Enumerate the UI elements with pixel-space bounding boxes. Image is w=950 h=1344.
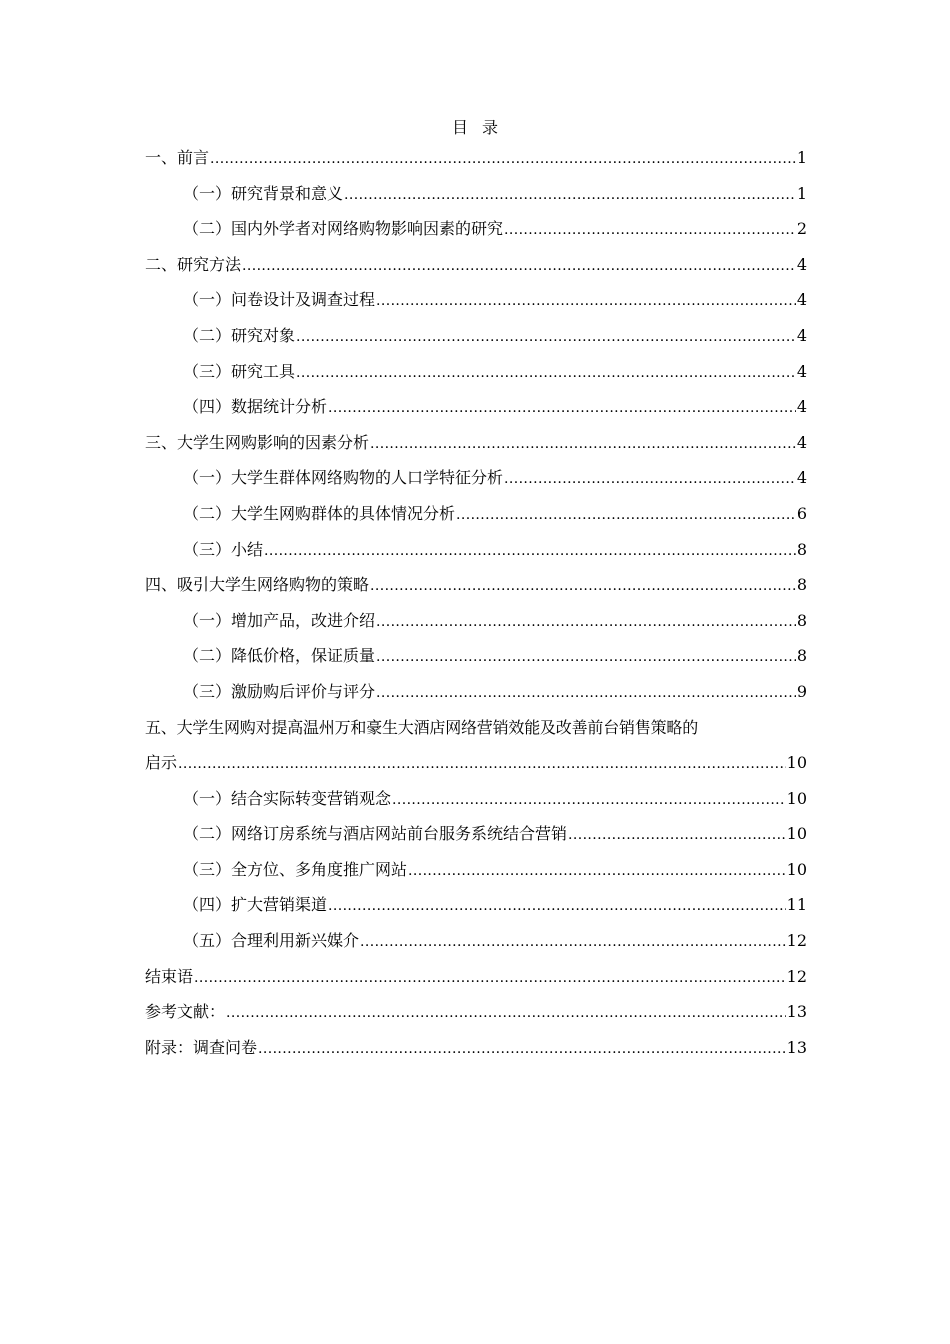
toc-entry-page: 4 <box>796 254 807 274</box>
toc-leader-dots <box>376 284 796 320</box>
toc-entry-page: 2 <box>796 219 807 239</box>
toc-entry-text: 一、前言 <box>145 148 210 167</box>
toc-entry-page: 9 <box>796 681 807 701</box>
toc-entry-text: （一）问卷设计及调查过程 <box>183 290 376 310</box>
toc-entry-2[interactable] <box>145 247 807 283</box>
toc-entry-page: 1 <box>796 148 807 167</box>
toc-entry-5-4[interactable] <box>145 887 807 923</box>
toc-entry-text: （三）小结 <box>183 539 264 559</box>
toc-title-part2: 录 <box>482 118 499 137</box>
toc-title-part1: 目 <box>451 118 468 137</box>
toc-entry-text: 五、大学生网购对提高温州万和豪生大酒店网络营销效能及改善前台销售策略的 <box>145 717 699 737</box>
toc-leader-dots <box>504 462 796 498</box>
toc-entry-page: 10 <box>786 859 807 879</box>
toc-entry-references[interactable] <box>145 994 807 1030</box>
toc-entry-page: 4 <box>796 468 807 488</box>
toc-entry-page: 4 <box>796 361 807 381</box>
toc-entry-2-4[interactable] <box>145 389 807 425</box>
toc-entry-4[interactable] <box>145 567 807 603</box>
toc-entry-3-2[interactable] <box>145 496 807 532</box>
toc-entry-3-1[interactable] <box>145 460 807 496</box>
toc-entry-5-1[interactable] <box>145 781 807 817</box>
toc-entry-3[interactable] <box>145 425 807 461</box>
toc-leader-dots <box>258 1032 786 1068</box>
toc-entry-5-2[interactable] <box>145 816 807 852</box>
toc-entry-page: 6 <box>796 503 807 523</box>
toc-entry-5-line1[interactable] <box>145 710 807 746</box>
toc-entry-2-2[interactable] <box>145 318 807 354</box>
toc-entry-page: 4 <box>796 432 807 452</box>
toc-entry-page: 10 <box>786 824 807 844</box>
toc-entry-page: 10 <box>786 753 807 773</box>
toc-entry-2-1[interactable] <box>145 282 807 318</box>
toc-leader-dots <box>226 996 786 1032</box>
toc-leader-dots <box>296 320 796 356</box>
toc-entry-text: （一）结合实际转变营销观念 <box>183 788 392 808</box>
toc-leader-dots <box>264 534 796 570</box>
toc-entry-page: 8 <box>796 539 807 559</box>
toc-entry-text: （二）降低价格，保证质量 <box>183 646 376 666</box>
toc-entry-1-1[interactable] <box>145 176 807 212</box>
toc-entry-text: （三）激励购后评价与评分 <box>183 681 376 701</box>
toc-entry-page: 4 <box>796 325 807 345</box>
toc-entry-page: 13 <box>786 1002 807 1022</box>
toc-entry-text: 参考文献： <box>145 1002 226 1022</box>
toc-entry-text: （四）扩大营销渠道 <box>183 895 328 915</box>
toc-entry-text: （三）研究工具 <box>183 361 296 381</box>
toc-leader-dots <box>370 427 796 463</box>
toc-leader-dots <box>178 747 786 783</box>
toc-entry-2-3[interactable] <box>145 354 807 390</box>
toc-entry-text: （二）网络订房系统与酒店网站前台服务系统结合营销 <box>183 824 568 844</box>
toc-entry-text: （四）数据统计分析 <box>183 397 328 417</box>
toc-leader-dots <box>376 640 796 676</box>
toc-entry-5-3[interactable] <box>145 852 807 888</box>
toc-entry-1-2[interactable] <box>145 211 807 247</box>
toc-leader-dots <box>376 676 796 712</box>
toc-entry-text: （二）国内外学者对网络购物影响因素的研究 <box>183 219 504 239</box>
toc-entry-4-3[interactable] <box>145 674 807 710</box>
toc-entry-page: 1 <box>796 183 807 203</box>
toc-entry-text: （一）研究背景和意义 <box>183 183 344 203</box>
toc-leader-dots <box>376 605 796 641</box>
toc-entry-1[interactable] <box>145 140 807 176</box>
toc-entry-text: （二）大学生网购群体的具体情况分析 <box>183 503 456 523</box>
toc-entry-text: 三、大学生网购影响的因素分析 <box>145 432 370 452</box>
toc-leader-dots <box>370 569 796 605</box>
toc-leader-dots <box>242 249 796 285</box>
toc-entry-text: （一）增加产品，改进介绍 <box>183 610 376 630</box>
toc-entry-page: 8 <box>796 575 807 595</box>
toc-entry-conclusion[interactable] <box>145 959 807 995</box>
toc-leader-dots <box>504 213 796 249</box>
toc-entry-page: 4 <box>796 397 807 417</box>
toc-entry-text: （三）全方位、多角度推广网站 <box>183 859 408 879</box>
toc-leader-dots <box>408 854 786 890</box>
toc-entry-text: 附录：调查问卷 <box>145 1037 258 1057</box>
toc-leader-dots <box>456 498 796 534</box>
toc-leader-dots <box>296 356 796 392</box>
toc-entry-text: （五）合理利用新兴媒介 <box>183 931 360 951</box>
toc-leader-dots <box>392 783 786 819</box>
toc-entry-page: 12 <box>786 931 807 951</box>
toc-title <box>0 116 950 140</box>
toc-leader-dots <box>344 178 796 214</box>
toc-entry-page: 13 <box>786 1037 807 1057</box>
toc-leader-dots <box>194 961 786 997</box>
toc-entry-text: （二）研究对象 <box>183 325 296 345</box>
table-of-contents <box>145 140 807 1065</box>
toc-leader-dots <box>568 818 786 854</box>
toc-entry-page: 10 <box>786 788 807 808</box>
toc-entry-page: 11 <box>786 895 807 915</box>
toc-leader-dots <box>210 142 796 178</box>
toc-entry-page: 4 <box>796 290 807 310</box>
toc-entry-text: 结束语 <box>145 966 194 986</box>
toc-entry-page: 8 <box>796 610 807 630</box>
toc-entry-text: （一）大学生群体网络购物的人口学特征分析 <box>183 468 504 488</box>
toc-entry-5-line2[interactable] <box>145 745 807 781</box>
toc-entry-text: 四、吸引大学生网络购物的策略 <box>145 575 370 595</box>
toc-leader-dots <box>328 889 786 925</box>
toc-entry-4-1[interactable] <box>145 603 807 639</box>
toc-entry-page: 8 <box>796 646 807 666</box>
toc-entry-text: 启示 <box>145 753 178 773</box>
toc-leader-dots <box>328 391 796 427</box>
toc-entry-4-2[interactable] <box>145 638 807 674</box>
toc-entry-text: 二、研究方法 <box>145 254 242 274</box>
toc-leader-dots <box>360 925 786 961</box>
toc-entry-3-3[interactable] <box>145 532 807 568</box>
toc-entry-5-5[interactable] <box>145 923 807 959</box>
toc-entry-page: 12 <box>786 966 807 986</box>
toc-entry-appendix[interactable] <box>145 1030 807 1066</box>
